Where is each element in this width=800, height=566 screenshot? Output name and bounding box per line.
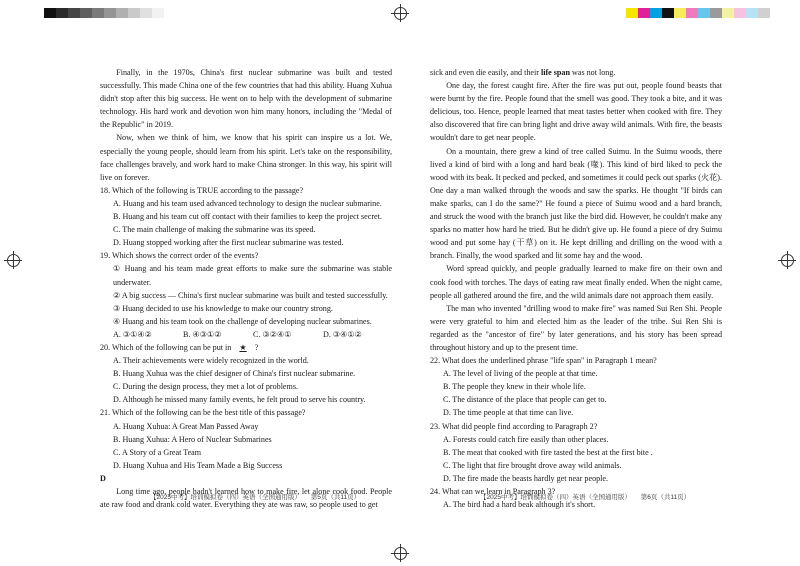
question-18: 18. Which of the following is TRUE according to the passage? <box>100 185 304 195</box>
paragraph: Word spread quickly, and people gradually learned to make fire on their own and cook food with torches. The days of eating raw meat finally ended. When the night came, people all gathered around the fire, and the wild animals dare not approach them easily. <box>430 264 722 300</box>
gray-swatch <box>56 8 68 18</box>
gray-swatch <box>92 8 104 18</box>
question-20 <box>100 341 392 354</box>
color-swatch <box>638 8 650 18</box>
paragraph <box>430 66 722 79</box>
option: A. The bird had a hard beak although it's short. <box>443 500 596 510</box>
color-swatch <box>734 8 746 18</box>
color-swatch <box>710 8 722 18</box>
page-footer-right: 【2025中考】培训模拟卷（四）英语（全国通用版） 第6页（共11页） <box>480 494 691 501</box>
left-page-column <box>100 66 392 511</box>
paragraph: On a mountain, there grew a kind of tree called Suimu. In the Suimu woods, there lived a kind of bird with a long and hard beak (喙). This kind of bird liked to peck the wood with its beak. It pecked and pecked, and sometimes it could peck out sparks (火花). One day a man walked through the woods and saw the sparks. He thought "If birds can make sparks, can I do the same?" He found a piece of Suimu wood and a hard branch, and struck the wood with the branch just like the bird did. However, he couldn't make any sparks no matter how hard he tried. But he didn't give up. He found a piece of dry Suimu wood and put some hay (干草) on it. He kept drilling and drilling on the wood with a branch. Finally, the wood sparked and lit some hay and the wood. <box>430 146 722 261</box>
option: A. Huang Xuhua: A Great Man Passed Away <box>113 421 259 431</box>
gray-swatch <box>104 8 116 18</box>
color-swatch <box>722 8 734 18</box>
paragraph: Long time ago, people hadn't learned how to make fire, let alone cook food. People ate raw food and drank cold water. Everything they ate was raw, so people used to get <box>100 487 392 510</box>
question-22: 22. What does the underlined phrase "life span" in Paragraph 1 mean? <box>430 356 657 366</box>
gray-swatch <box>116 8 128 18</box>
option: D. The fire made the beasts hardly get near people. <box>443 473 609 483</box>
registration-mark-top-center <box>391 4 409 22</box>
option: B. The people they knew in their whole life. <box>443 382 586 392</box>
option: C. The light that fire brought drove away wild animals. <box>443 460 622 470</box>
question-text: 20. Which of the following can be put in <box>100 342 232 352</box>
right-page-column <box>430 66 722 511</box>
gray-swatch <box>128 8 140 18</box>
option: A. The level of living of the people at that time. <box>443 369 598 379</box>
options-row <box>100 328 392 341</box>
registration-mark-left <box>4 251 22 269</box>
option: C. The main challenge of making the submarine was its speed. <box>113 225 316 235</box>
text: sick and even die easily, and their <box>430 68 539 77</box>
event-item: ① Huang and his team made great efforts to make sure the submarine was stable underwater. <box>113 264 392 287</box>
gray-swatch <box>80 8 92 18</box>
option: D. Although he missed many family events, he felt proud to serve his country. <box>113 395 366 405</box>
gray-swatch <box>152 8 164 18</box>
gray-swatch <box>140 8 152 18</box>
question-21: 21. Which of the following can be the best title of this passage? <box>100 408 306 418</box>
option: B. ④③①② <box>183 329 222 339</box>
color-swatch <box>686 8 698 18</box>
page-footer-left: 【2025中考】培训模拟卷（四）英语（全国通用版） 第5页（共11页） <box>150 494 361 501</box>
registration-mark-bottom-center <box>391 544 409 562</box>
option: B. Huang Xuhua was the chief designer of China's first nuclear submarine. <box>113 369 356 379</box>
color-swatch <box>662 8 674 18</box>
option: C. A Story of a Great Team <box>113 447 202 457</box>
option: B. Huang and his team cut off contact with their families to keep the project secret. <box>113 212 382 222</box>
gray-swatch <box>44 8 56 18</box>
color-bar <box>626 8 770 18</box>
question-23: 23. What did people find according to Paragraph 2? <box>430 421 598 431</box>
event-item: ④ Huang and his team took on the challenge of developing nuclear submarines. <box>113 316 372 326</box>
option: D. Huang stopped working after the first nuclear submarine was tested. <box>113 238 344 248</box>
color-swatch <box>698 8 710 18</box>
color-swatch <box>650 8 662 18</box>
question-mark: ? <box>254 342 259 352</box>
star-blank: ★ <box>239 342 247 352</box>
paragraph: Finally, in the 1970s, China's first nuclear submarine was built and tested successfully. This made China one of the few countries that had this ability. Huang Xuhua didn't stop after this big success. He went on to help with the development of submarine technology. His hard work and devotion won him many honors, including the "Medal of the Republic" in 2019. <box>100 68 392 130</box>
option: C. During the design process, they met a lot of problems. <box>113 382 298 392</box>
paragraph: Now, when we think of him, we know that his spirit can inspire us a lot. We, especially the young people, should learn from his spirit. Let's take on the responsibility, face challenges bravely, and work hard to make China stronger. In this way, his spirit will live on forever. <box>100 133 392 182</box>
option: C. ③②④① <box>253 329 292 339</box>
section-heading: D <box>100 473 106 483</box>
paragraph: The man who invented "drilling wood to make fire" was named Sui Ren Shi. People were very grateful to him and elected him as the leader of the tribe. Sui Ren Shi is regarded as the "ancestor of fire" by later generations, and his story has been spread throughout history and up to the present time. <box>430 303 722 352</box>
option: A. ③①④② <box>113 329 152 339</box>
option: C. The distance of the place that people can get to. <box>443 395 607 405</box>
gray-swatch <box>68 8 80 18</box>
registration-mark-right <box>778 251 796 269</box>
color-swatch <box>674 8 686 18</box>
question-19: 19. Which shows the correct order of the events? <box>100 251 259 261</box>
color-swatch <box>626 8 638 18</box>
option: B. The meat that cooked with fire tasted the best at the first bite . <box>443 447 653 457</box>
question-24: 24. What can we learn in Paragraph 3? <box>430 487 556 496</box>
paragraph: One day, the forest caught fire. After the fire was put out, people found beasts that were burnt by the fire. People found that the smell was good. They took a bite, and it was delicious, too. Hence, people learned that meat tastes better when cooked with fire. They also discovered that fire can bring light and drive away wild animals. With fire, the beasts wouldn't dare to get near people. <box>430 81 722 143</box>
option: D. Huang Xuhua and His Team Made a Big Success <box>113 460 283 470</box>
event-item: ② A big success — China's first nuclear submarine was built and tested successfully. <box>113 290 388 300</box>
grayscale-bar <box>44 8 164 18</box>
color-swatch <box>758 8 770 18</box>
life-span-phrase: life span <box>540 68 570 77</box>
option: D. The time people at that time can live. <box>443 408 574 418</box>
option: D. ③④①② <box>323 329 362 339</box>
event-item: ③ Huang decided to use his knowledge to make our country strong. <box>113 303 333 313</box>
option: A. Their achievements were widely recognized in the world. <box>113 356 309 366</box>
option: B. Huang Xuhua: A Hero of Nuclear Submarines <box>113 434 272 444</box>
text: was not long. <box>572 68 616 77</box>
option: A. Forests could catch fire easily than other places. <box>443 434 609 444</box>
color-swatch <box>746 8 758 18</box>
option: A. Huang and his team used advanced technology to design the nuclear submarine. <box>113 198 382 208</box>
